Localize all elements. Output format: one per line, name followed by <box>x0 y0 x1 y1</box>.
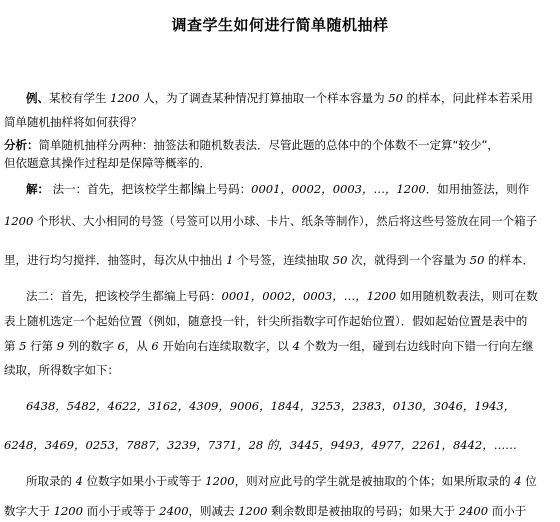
text: 而小于或等于 <box>82 504 160 518</box>
analysis-line-1 <box>4 137 556 153</box>
text: 里，进行均匀搅拌．抽签时，每次从中抽出 <box>4 253 227 267</box>
random-numbers-row-2: 6248，3469，0253，7887，3239，7371，28 的，3445，9493，4977，2261，8442，…… <box>4 438 517 452</box>
text: 个号签，连续抽取 <box>233 253 333 267</box>
text: 简单随机抽样分两种：抽签法和随机数表法．尽管此题的总体中的个体数不一定算“较少”， <box>38 138 499 152</box>
example-label: 例、 <box>26 91 49 105</box>
number: 5 <box>19 339 27 353</box>
number: 1200 <box>110 91 140 105</box>
example-line-1 <box>4 90 556 106</box>
number: 6 <box>151 339 159 353</box>
page-title: 调查学生如何进行简单随机抽样 <box>171 16 389 34</box>
text: ，则对应此号的学生就是被抽取的个体；如果所取录的 <box>234 474 515 488</box>
explain-line-2 <box>4 503 556 519</box>
method2-line-4: 续取，所得数字如下： <box>4 363 119 377</box>
text: 的样本，问此样本若采用 <box>402 91 534 105</box>
text: 位 <box>521 474 537 488</box>
analysis-line-2: 但依题意其操作过程却是保障等概率的． <box>4 156 211 170</box>
explain-line-1 <box>4 473 556 489</box>
number: 0001，0002，0003，…，1200 <box>221 289 397 303</box>
text: 列的数字 <box>64 339 118 353</box>
solution-line-1 <box>4 181 556 197</box>
solution-label: 解： <box>26 182 49 196</box>
number: 0001，0002，0003，…，1200 <box>251 182 426 196</box>
text: ，则减去 <box>188 504 239 518</box>
text: 第 <box>4 339 20 353</box>
solution-line-3 <box>4 252 556 268</box>
number: 4 <box>75 474 83 488</box>
example-line-2: 简单随机抽样将如何获得？ <box>4 115 142 129</box>
number: 2400 <box>458 504 489 518</box>
text: 如用随机数表法，则可在数 <box>396 289 538 303</box>
method2-line-1 <box>4 288 556 304</box>
method2-line-2: 表上随机选定一个起始位置（例如，随意投一针，针尖所指数字可作起始位置）．假如起始位置是表中的 <box>4 314 528 328</box>
text: 位数字如果小于或等于 <box>82 474 206 488</box>
number: 1200 <box>4 214 34 228</box>
text: 次，就得到一个容量为 <box>347 253 470 267</box>
solution-line-2 <box>4 213 556 229</box>
number: 1200 <box>238 504 268 518</box>
number: 1200 <box>53 504 83 518</box>
number: 4 <box>292 339 300 353</box>
number: 2400 <box>159 504 189 518</box>
text: 行第 <box>26 339 57 353</box>
number: 9 <box>56 339 65 353</box>
text: 个数为一组，碰到右边线时向下错一行向左继 <box>299 339 534 353</box>
number: 6 <box>117 339 125 353</box>
text: ．如用抽签法，则作 <box>425 182 530 196</box>
text: ，从 <box>124 339 152 353</box>
text: 剩余数即是被抽取的号码；如果大于 <box>267 504 459 518</box>
analysis-label: 分析： <box>4 138 39 152</box>
text: 开始向右连续取数字，以 <box>158 339 293 353</box>
text: 法一：首先，把该校学生都 <box>49 182 191 196</box>
number: 1 <box>226 253 234 267</box>
number: 50 <box>469 253 485 267</box>
method2-line-3 <box>4 338 556 354</box>
text: 人，为了调查某种情况打算抽取一个样本容量为 <box>139 91 389 105</box>
text: 而小于 <box>488 504 527 518</box>
number: 50 <box>332 253 348 267</box>
text: 法二：首先，把该校学生都编上号码： <box>26 289 222 303</box>
text: 编上号码： <box>193 182 252 196</box>
text: 某校有学生 <box>49 91 111 105</box>
number: 50 <box>388 91 403 105</box>
text-cursor <box>192 182 193 195</box>
text: 所取录的 <box>26 474 76 488</box>
random-numbers-row-1: 6438，5482，4622，3162，4309，9006，1844，3253，2383，0130，3046，1943， <box>26 399 516 413</box>
text: 个形状、大小相同的号签（号签可以用小球、卡片、纸条等制作），然后将这些号签放在同一个箱子 <box>33 214 538 228</box>
text: 的样本． <box>484 253 535 267</box>
number: 1200 <box>205 474 235 488</box>
number: 4 <box>514 474 522 488</box>
text: 数字大于 <box>4 504 54 518</box>
